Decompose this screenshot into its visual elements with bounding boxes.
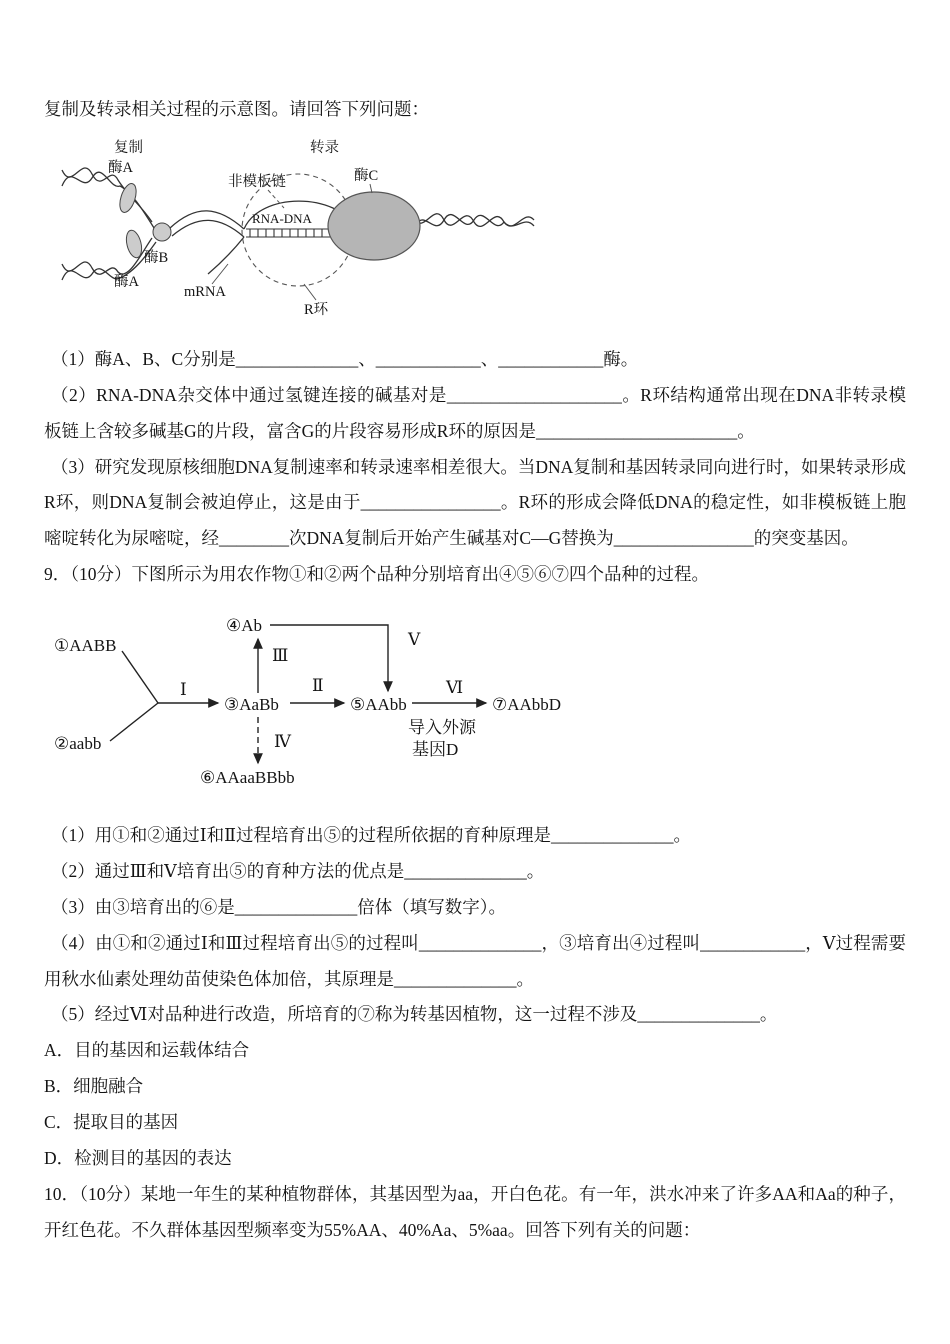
enzyme-c-shape — [328, 192, 420, 260]
q9-option-b: B．细胞融合 — [44, 1076, 144, 1097]
q9-stem: 9．（10分）下图所示为用农作物①和②两个品种分别培育出④⑤⑥⑦四个品种的过程。 — [44, 564, 709, 585]
dna-diagram-svg — [58, 134, 538, 329]
label-replication: 复制 — [114, 139, 143, 156]
node-7-transgenic: ⑦AAbbD — [492, 695, 562, 714]
process-I-label: Ⅰ — [180, 680, 187, 699]
node-1-aabb-parent: ①AABB — [54, 636, 117, 655]
node-2-aabb-parent: ②aabb — [54, 734, 102, 753]
diagram2-labels — [54, 616, 561, 787]
label-enzyme-c: 酶C — [354, 167, 379, 184]
process-II-label: Ⅱ — [312, 676, 324, 695]
process-III-label: Ⅲ — [272, 646, 289, 665]
label-r-loop: R环 — [304, 301, 329, 318]
label-enzyme-b: 酶B — [144, 249, 169, 266]
label-enzyme-a-bottom: 酶A — [114, 273, 139, 290]
process-IV-label: Ⅳ — [274, 732, 291, 751]
q9-part2: （2）通过Ⅲ和Ⅴ培育出⑤的育种方法的优点是______________。 — [51, 860, 545, 881]
q8-part1: （1）酶A、B、C分别是______________、____________、____________酶。 — [51, 348, 639, 369]
intro-text: 复制及转录相关过程的示意图。请回答下列问题： — [44, 99, 429, 119]
note-import-gene-line1: 导入外源 — [408, 718, 476, 737]
q8-part3: （3）研究发现原核细胞DNA复制速率和转录速率相差很大。当DNA复制和基因转录同向进行时，如果转录形成R环，则DNA复制会被迫停止，这是由于________________。R环的形成会降低DNA的稳定性，如非模板链上胞嘧啶转化为尿嘧啶，经________次DNA复制后开始产生碱基对C—G替换为________________的突变基因。 — [44, 456, 906, 549]
label-transcription: 转录 — [310, 139, 339, 156]
note-import-gene-line2: 基因D — [412, 740, 459, 759]
enzyme-b-shape — [153, 223, 171, 241]
label-enzyme-a-top: 酶A — [108, 159, 133, 176]
q9-part1: （1）用①和②通过Ⅰ和Ⅱ过程培育出⑤的过程所依据的育种原理是______________。 — [51, 825, 692, 845]
node-6-polyploid: ⑥AAaaBBbb — [200, 768, 295, 787]
label-rna-dna-hybrid: RNA-DNA — [252, 210, 312, 226]
label-non-template-strand: 非模板链 — [228, 173, 286, 190]
q8-part2: （2）RNA-DNA杂交体中通过氢键连接的碱基对是____________________。R环结构通常出现在DNA非转录模板链上含较多碱基G的片段，富含G的片段容易形成R环的原因是_______________________。 — [44, 384, 906, 441]
process-VI-label: Ⅵ — [446, 678, 464, 697]
q9-option-d: D．检测目的基因的表达 — [44, 1147, 232, 1168]
q10-stem: 10．（10分）某地一年生的某种植物群体，其基因型为aa，开白色花。有一年，洪水冲来了许多AA和Aa的种子，开红色花。不久群体基因型频率变为55%AA、40%Aa、5%aa。回答下列有关的问题： — [44, 1183, 906, 1240]
node-4-gamete: ④Ab — [226, 616, 263, 635]
q9-option-c: C．提取目的基因 — [44, 1112, 179, 1132]
q9-option-a: A．目的基因和运载体结合 — [44, 1040, 250, 1061]
q9-part3: （3）由③培育出的⑥是______________倍体（填写数字）。 — [51, 896, 506, 917]
node-3-hybrid: ③AaBb — [224, 695, 279, 714]
q9-part5: （5）经过Ⅵ对品种进行改造，所培育的⑦称为转基因植物，这一过程不涉及______________。 — [51, 1004, 778, 1025]
process-V-label: Ⅴ — [408, 630, 421, 649]
figure-breeding-pathways — [52, 605, 906, 802]
breeding-diagram-svg — [52, 605, 632, 797]
q9-part4: （4）由①和②通过Ⅰ和Ⅲ过程培育出⑤的过程叫______________，③培育出④过程叫____________，Ⅴ过程需要用秋水仙素处理幼苗使染色体加倍，其原理是______________。 — [44, 932, 906, 989]
node-5-aabb: ⑤AAbb — [350, 695, 407, 714]
label-mrna: mRNA — [184, 283, 226, 300]
figure-dna-replication-transcription — [58, 134, 906, 334]
